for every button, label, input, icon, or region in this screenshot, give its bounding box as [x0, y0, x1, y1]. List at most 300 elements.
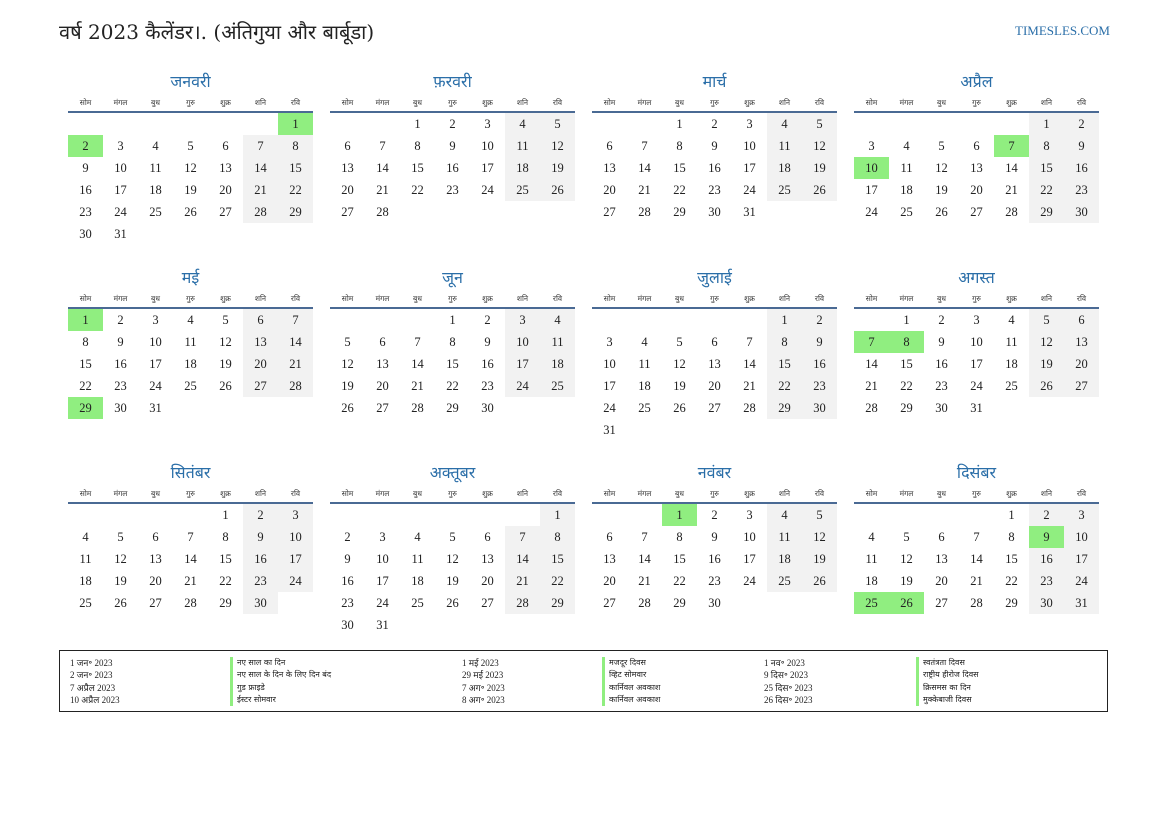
weekday-label: शुक्र: [1006, 489, 1017, 498]
day-cell: 1: [449, 313, 456, 327]
holiday-day-cell: 26: [889, 592, 924, 614]
day-cell: 20: [970, 183, 983, 197]
weekday-label: सोम: [603, 489, 616, 498]
day-cell: 10: [149, 335, 162, 349]
day-cell: 13: [603, 161, 616, 175]
day-cell: 13: [1064, 331, 1099, 353]
empty-cell: [68, 504, 103, 526]
day-cell: 14: [743, 357, 756, 371]
weekday-label: सोम: [341, 98, 354, 107]
weekday-label: रवि: [1076, 294, 1087, 303]
legend-holiday-name: मुक्केबाजी दिवस: [923, 694, 972, 704]
weekday-label: रवि: [1076, 98, 1087, 107]
day-cell: 28: [638, 596, 651, 610]
day-cell: 15: [219, 552, 232, 566]
day-cell: 20: [219, 183, 232, 197]
day-cell: 24: [376, 596, 389, 610]
empty-cell: [662, 309, 697, 331]
day-cell: 10: [481, 139, 494, 153]
day-cell: 14: [411, 357, 424, 371]
day-cell: 20: [341, 183, 354, 197]
weekday-label: बुध: [675, 294, 684, 303]
weekday-label: शनि: [1040, 489, 1053, 498]
day-cell: 26: [1029, 375, 1064, 397]
day-cell: 6: [1064, 309, 1099, 331]
day-cell: 17: [481, 161, 494, 175]
day-cell: 1: [1029, 113, 1064, 135]
day-cell: 29: [900, 401, 913, 415]
day-cell: 28: [865, 401, 878, 415]
day-cell: 3: [1064, 504, 1099, 526]
day-cell: 4: [414, 530, 421, 544]
empty-cell: [470, 504, 505, 526]
day-cell: 11: [184, 335, 197, 349]
day-cell: 3: [152, 313, 159, 327]
day-cell: 24: [603, 401, 616, 415]
holiday-day-cell: 1: [68, 309, 103, 331]
day-cell: 11: [638, 357, 651, 371]
day-grid: [592, 504, 837, 614]
legend-date: 7 अप्रैल 2023: [70, 682, 116, 693]
day-cell: 23: [79, 205, 92, 219]
weekday-label: गुरु: [710, 489, 719, 498]
day-cell: 4: [1008, 313, 1015, 327]
day-cell: 26: [184, 205, 197, 219]
day-cell: 2: [711, 117, 718, 131]
day-cell: 25: [767, 179, 802, 201]
day-cell: 26: [540, 179, 575, 201]
day-cell: 17: [743, 161, 756, 175]
day-cell: 31: [376, 618, 389, 632]
day-cell: 11: [79, 552, 92, 566]
site-link[interactable]: TIMESLES.COM: [1015, 23, 1110, 38]
day-cell: 11: [540, 331, 575, 353]
weekday-header: [68, 485, 313, 504]
day-cell: 17: [603, 379, 616, 393]
day-cell: 3: [606, 335, 613, 349]
day-cell: 9: [938, 335, 945, 349]
calendar-grid: [68, 70, 1102, 648]
day-cell: 5: [344, 335, 351, 349]
day-cell: 22: [1005, 574, 1018, 588]
month-name: दिसंबर: [956, 463, 997, 482]
weekday-label: शनि: [778, 98, 791, 107]
day-cell: 10: [743, 139, 756, 153]
day-cell: 9: [711, 139, 718, 153]
day-cell: 2: [711, 508, 718, 522]
day-cell: 6: [222, 139, 229, 153]
day-cell: 20: [603, 574, 616, 588]
day-cell: 6: [606, 530, 613, 544]
day-cell: 29: [1029, 201, 1064, 223]
day-cell: 23: [114, 379, 127, 393]
day-cell: 26: [446, 596, 459, 610]
day-cell: 6: [344, 139, 351, 153]
day-cell: 22: [79, 379, 92, 393]
day-cell: 12: [802, 135, 837, 157]
day-cell: 19: [114, 574, 127, 588]
day-cell: 25: [505, 179, 540, 201]
day-cell: 24: [149, 379, 162, 393]
month-name: जुलाई: [697, 268, 732, 287]
day-cell: 5: [222, 313, 229, 327]
day-cell: 22: [673, 574, 686, 588]
day-cell: 6: [243, 309, 278, 331]
day-cell: 13: [603, 552, 616, 566]
month-block: [854, 461, 1099, 614]
day-cell: 28: [970, 596, 983, 610]
day-cell: 25: [411, 596, 424, 610]
weekday-label: बुध: [413, 489, 422, 498]
day-cell: 6: [938, 530, 945, 544]
day-cell: 10: [505, 331, 540, 353]
empty-cell: [173, 504, 208, 526]
day-cell: 18: [184, 357, 197, 371]
weekday-label: शनि: [254, 294, 267, 303]
day-cell: 21: [278, 353, 313, 375]
legend-date: 8 अग॰ 2023: [462, 694, 505, 705]
weekday-label: सोम: [341, 489, 354, 498]
day-cell: 1: [676, 117, 683, 131]
day-cell: 17: [1064, 548, 1099, 570]
day-cell: 2: [1029, 504, 1064, 526]
empty-cell: [854, 113, 889, 135]
day-cell: 11: [767, 135, 802, 157]
legend-holiday-name: गुड फ्राइडे: [237, 682, 265, 692]
day-cell: 21: [184, 574, 197, 588]
day-cell: 31: [743, 205, 756, 219]
day-cell: 27: [603, 596, 616, 610]
day-cell: 22: [540, 570, 575, 592]
day-cell: 14: [1005, 161, 1018, 175]
day-cell: 24: [970, 379, 983, 393]
weekday-header: [592, 485, 837, 504]
empty-cell: [173, 113, 208, 135]
day-cell: 8: [1008, 530, 1015, 544]
weekday-label: रवि: [1076, 489, 1087, 498]
legend-holiday-name: मजदूर दिवस: [609, 658, 646, 667]
day-cell: 24: [278, 570, 313, 592]
day-cell: 7: [379, 139, 386, 153]
day-cell: 8: [278, 135, 313, 157]
day-cell: 12: [935, 161, 948, 175]
day-cell: 27: [341, 205, 354, 219]
day-cell: 17: [149, 357, 162, 371]
legend-holiday-name: व्हिट सोमवार: [609, 670, 647, 680]
day-cell: 24: [743, 183, 756, 197]
day-cell: 19: [341, 379, 354, 393]
day-cell: 7: [278, 309, 313, 331]
day-cell: 12: [1029, 331, 1064, 353]
weekday-label: शनि: [778, 489, 791, 498]
weekday-label: रवि: [290, 98, 301, 107]
weekday-label: शनि: [1040, 98, 1053, 107]
day-grid: [68, 504, 313, 614]
legend-date: 2 जन॰ 2023: [70, 670, 113, 681]
day-cell: 7: [641, 530, 648, 544]
day-cell: 13: [341, 161, 354, 175]
day-grid: [68, 309, 313, 419]
weekday-label: सोम: [865, 489, 878, 498]
day-cell: 13: [708, 357, 721, 371]
day-cell: 4: [505, 113, 540, 135]
day-cell: 22: [673, 183, 686, 197]
day-cell: 14: [638, 552, 651, 566]
day-cell: 24: [481, 183, 494, 197]
day-cell: 18: [767, 157, 802, 179]
day-cell: 13: [376, 357, 389, 371]
day-cell: 27: [603, 205, 616, 219]
weekday-header: [854, 290, 1099, 309]
month-name: मार्च: [702, 72, 727, 91]
empty-cell: [138, 504, 173, 526]
day-cell: 25: [638, 401, 651, 415]
legend-date: 25 दिस॰ 2023: [764, 682, 813, 693]
weekday-label: शुक्र: [1006, 98, 1017, 107]
day-cell: 13: [481, 552, 494, 566]
day-cell: 12: [184, 161, 197, 175]
day-cell: 24: [865, 205, 878, 219]
day-cell: 22: [446, 379, 459, 393]
weekday-label: शनि: [516, 294, 529, 303]
month-block: [330, 461, 575, 636]
day-cell: 5: [1029, 309, 1064, 331]
holiday-day-cell: 1: [278, 113, 313, 135]
day-cell: 22: [900, 379, 913, 393]
day-cell: 11: [865, 552, 878, 566]
weekday-label: रवि: [552, 489, 563, 498]
day-cell: 28: [243, 201, 278, 223]
legend-date: 1 जन॰ 2023: [70, 658, 113, 668]
weekday-label: शुक्र: [1006, 294, 1017, 303]
empty-cell: [243, 113, 278, 135]
weekday-label: सोम: [79, 294, 92, 303]
day-cell: 6: [711, 335, 718, 349]
day-cell: 5: [449, 530, 456, 544]
day-cell: 10: [970, 335, 983, 349]
day-cell: 27: [376, 401, 389, 415]
day-cell: 12: [900, 552, 913, 566]
empty-cell: [627, 309, 662, 331]
day-cell: 9: [1064, 135, 1099, 157]
holiday-day-cell: 29: [68, 397, 103, 419]
day-cell: 8: [676, 139, 683, 153]
weekday-label: सोम: [603, 98, 616, 107]
day-cell: 17: [505, 353, 540, 375]
day-cell: 25: [767, 570, 802, 592]
weekday-header: [592, 94, 837, 113]
weekday-label: शुक्र: [744, 489, 755, 498]
legend-date: 7 अग॰ 2023: [462, 682, 505, 693]
weekday-label: शनि: [778, 294, 791, 303]
legend-holiday-name: नए साल का दिन: [237, 658, 286, 667]
day-cell: 16: [481, 357, 494, 371]
legend-date-column: [462, 657, 505, 706]
day-cell: 28: [184, 596, 197, 610]
day-cell: 20: [708, 379, 721, 393]
day-cell: 23: [243, 570, 278, 592]
day-cell: 13: [935, 552, 948, 566]
day-cell: 14: [184, 552, 197, 566]
day-cell: 17: [970, 357, 983, 371]
empty-cell: [732, 309, 767, 331]
day-cell: 10: [603, 357, 616, 371]
day-cell: 31: [603, 423, 616, 437]
day-cell: 30: [708, 596, 721, 610]
legend-date-column: [764, 657, 813, 706]
day-cell: 29: [1005, 596, 1018, 610]
day-cell: 20: [149, 574, 162, 588]
month-block: [592, 266, 837, 441]
day-cell: 23: [708, 574, 721, 588]
day-cell: 8: [1029, 135, 1064, 157]
day-cell: 6: [152, 530, 159, 544]
day-cell: 25: [149, 205, 162, 219]
page-title: वर्ष 2023 कैलेंडर।. (अंतिगुया और बार्बूडा): [59, 20, 375, 44]
day-cell: 26: [341, 401, 354, 415]
weekday-label: शनि: [516, 98, 529, 107]
weekday-label: बुध: [413, 294, 422, 303]
weekday-label: गुरु: [710, 294, 719, 303]
day-cell: 21: [743, 379, 756, 393]
day-cell: 29: [673, 596, 686, 610]
day-cell: 8: [767, 331, 802, 353]
day-cell: 4: [767, 504, 802, 526]
day-cell: 16: [1064, 157, 1099, 179]
legend-name-column: [916, 657, 979, 706]
day-cell: 15: [1005, 552, 1018, 566]
day-grid: [854, 113, 1099, 223]
day-cell: 2: [802, 309, 837, 331]
day-cell: 1: [767, 309, 802, 331]
day-cell: 19: [900, 574, 913, 588]
day-cell: 3: [484, 117, 491, 131]
empty-cell: [103, 113, 138, 135]
day-cell: 8: [222, 530, 229, 544]
legend-date: 10 अप्रैल 2023: [70, 694, 120, 705]
day-cell: 1: [414, 117, 421, 131]
day-grid: [330, 113, 575, 223]
day-cell: 29: [446, 401, 459, 415]
empty-cell: [330, 309, 365, 331]
weekday-header: [330, 290, 575, 309]
day-cell: 11: [767, 526, 802, 548]
weekday-label: बुध: [413, 98, 422, 107]
month-block: [592, 461, 837, 614]
day-cell: 2: [484, 313, 491, 327]
day-cell: 20: [1064, 353, 1099, 375]
legend-holiday-name: कार्निवल अवकाश: [609, 694, 661, 704]
day-cell: 2: [1064, 113, 1099, 135]
weekday-label: शुक्र: [482, 294, 493, 303]
day-cell: 2: [449, 117, 456, 131]
day-cell: 18: [865, 574, 878, 588]
weekday-label: सोम: [79, 489, 92, 498]
day-cell: 9: [449, 139, 456, 153]
day-cell: 19: [935, 183, 948, 197]
weekday-label: रवि: [814, 489, 825, 498]
day-cell: 16: [802, 353, 837, 375]
month-block: [854, 70, 1099, 223]
weekday-label: बुध: [151, 98, 160, 107]
day-cell: 4: [641, 335, 648, 349]
day-cell: 16: [708, 161, 721, 175]
weekday-label: मंगल: [637, 489, 652, 498]
day-cell: 29: [219, 596, 232, 610]
month-name: जनवरी: [170, 72, 211, 91]
empty-cell: [627, 504, 662, 526]
day-grid: [854, 504, 1099, 614]
empty-cell: [889, 113, 924, 135]
weekday-label: गुरु: [972, 294, 981, 303]
weekday-label: शनि: [516, 489, 529, 498]
holiday-day-cell: 1: [662, 504, 697, 526]
day-cell: 16: [935, 357, 948, 371]
empty-cell: [592, 309, 627, 331]
month-block: [854, 266, 1099, 419]
day-cell: 7: [187, 530, 194, 544]
weekday-label: गुरु: [186, 98, 195, 107]
empty-cell: [697, 309, 732, 331]
holiday-day-cell: 9: [1029, 526, 1064, 548]
empty-cell: [505, 504, 540, 526]
month-block: [68, 266, 313, 419]
weekday-label: सोम: [865, 294, 878, 303]
day-cell: 24: [1064, 570, 1099, 592]
day-cell: 7: [414, 335, 421, 349]
day-cell: 22: [278, 179, 313, 201]
holiday-day-cell: 10: [854, 157, 889, 179]
day-cell: 17: [743, 552, 756, 566]
weekday-label: मंगल: [637, 294, 652, 303]
weekday-label: गुरु: [448, 489, 457, 498]
legend-date: 1 मई 2023: [462, 658, 499, 668]
empty-cell: [103, 504, 138, 526]
day-cell: 23: [708, 183, 721, 197]
day-cell: 30: [708, 205, 721, 219]
day-cell: 15: [446, 357, 459, 371]
day-cell: 22: [411, 183, 424, 197]
legend-date-column: [70, 657, 120, 706]
day-cell: 22: [219, 574, 232, 588]
day-cell: 31: [114, 227, 127, 241]
weekday-label: बुध: [937, 489, 946, 498]
day-grid: [330, 309, 575, 419]
day-cell: 25: [1005, 379, 1018, 393]
day-cell: 23: [935, 379, 948, 393]
day-cell: 18: [79, 574, 92, 588]
empty-cell: [889, 504, 924, 526]
day-cell: 28: [278, 375, 313, 397]
empty-cell: [365, 504, 400, 526]
day-cell: 4: [868, 530, 875, 544]
day-cell: 17: [865, 183, 878, 197]
day-cell: 8: [414, 139, 421, 153]
weekday-label: मंगल: [113, 489, 128, 498]
weekday-label: बुध: [675, 489, 684, 498]
day-cell: 13: [970, 161, 983, 175]
month-block: [330, 70, 575, 223]
holiday-day-cell: 7: [854, 331, 889, 353]
weekday-label: मंगल: [899, 294, 914, 303]
legend-date: 29 मई 2023: [462, 670, 504, 681]
legend-name-column: [602, 657, 660, 706]
day-cell: 8: [540, 526, 575, 548]
day-cell: 7: [505, 526, 540, 548]
day-cell: 5: [540, 113, 575, 135]
day-cell: 4: [152, 139, 159, 153]
day-cell: 16: [1029, 548, 1064, 570]
